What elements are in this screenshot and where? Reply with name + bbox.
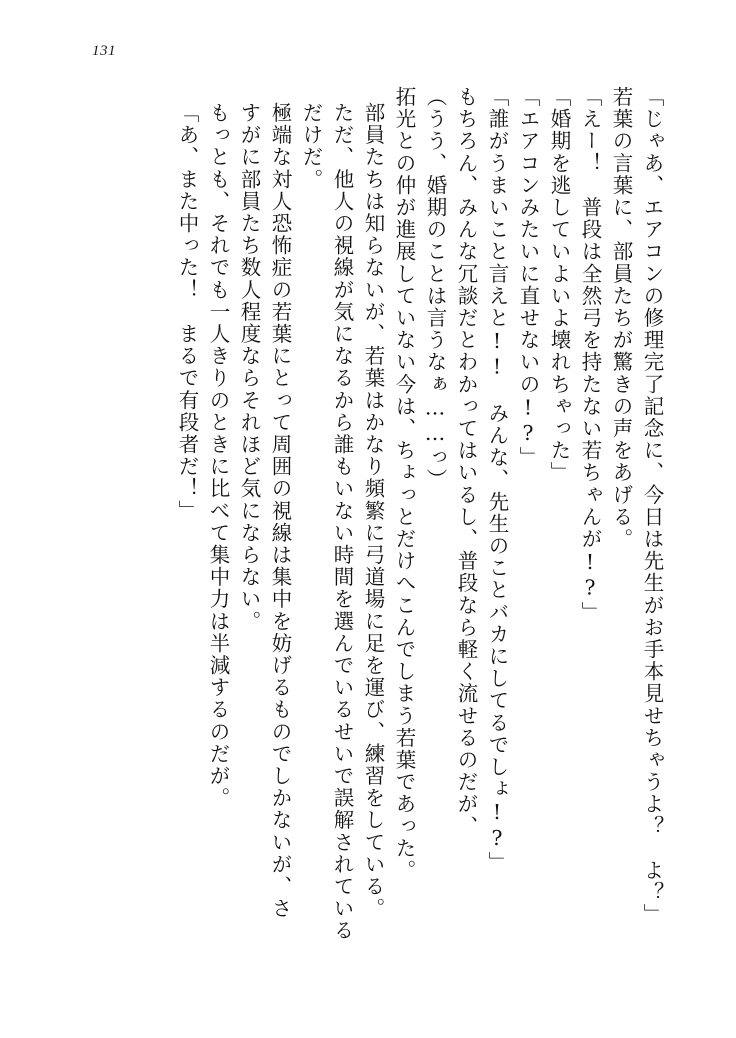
text-column: 「あ、また中った！ まるで有段者だ！」	[175, 102, 199, 522]
text-column: 極端な対人恐怖症の若葉にとって周囲の視線は集中を妨げるものでしかないが、さ	[268, 102, 292, 920]
text-column: （うう、婚期のことは言うなぁ……っ）	[423, 86, 447, 491]
text-column: 若葉の言葉に、部員たちが驚きの声をあげる。	[609, 86, 633, 551]
text-column: 「婚期を逃していよいよ壊れちゃった」	[547, 86, 571, 484]
vertical-text-body	[62, 86, 662, 966]
text-column: 拓光との仲が進展していない今は、ちょっとだけへこんでしまう若葉であった。	[392, 86, 416, 882]
text-column: ただ、他人の視線が気になるから誰もいない時間を選んでいるせいで誤解されている	[330, 102, 354, 942]
text-column: もっとも、それでも一人きりのときに比べて集中力は半減するのだが。	[206, 102, 230, 810]
page-number: 131	[92, 43, 116, 59]
text-column: 「えー！ 普段は全然弓を持たない若ちゃんが!?」	[578, 86, 602, 624]
text-column: もちろん、みんな冗談だとわかってはいるし、普段なら軽く流せるのだが、	[454, 86, 478, 838]
text-column: 「誰がうまいこと言えと!! みんな、先生のことバカにしてるでしょ!?」	[485, 86, 509, 874]
text-column: すがに部員たち数人程度ならそれほど気にならない。	[237, 102, 261, 633]
text-column: だけだ。	[299, 102, 323, 191]
text-column: 「エアコンみたいに直せないの!?」	[516, 86, 540, 469]
text-column: 部員たちは知らないが、若葉はかなり頻繁に弓道場に足を運び、練習をしている。	[361, 102, 385, 920]
text-column: 「じゃあ、エアコンの修理完了記念に、今日は先生がお手本見せちゃうよ？ よ？」	[640, 86, 664, 926]
